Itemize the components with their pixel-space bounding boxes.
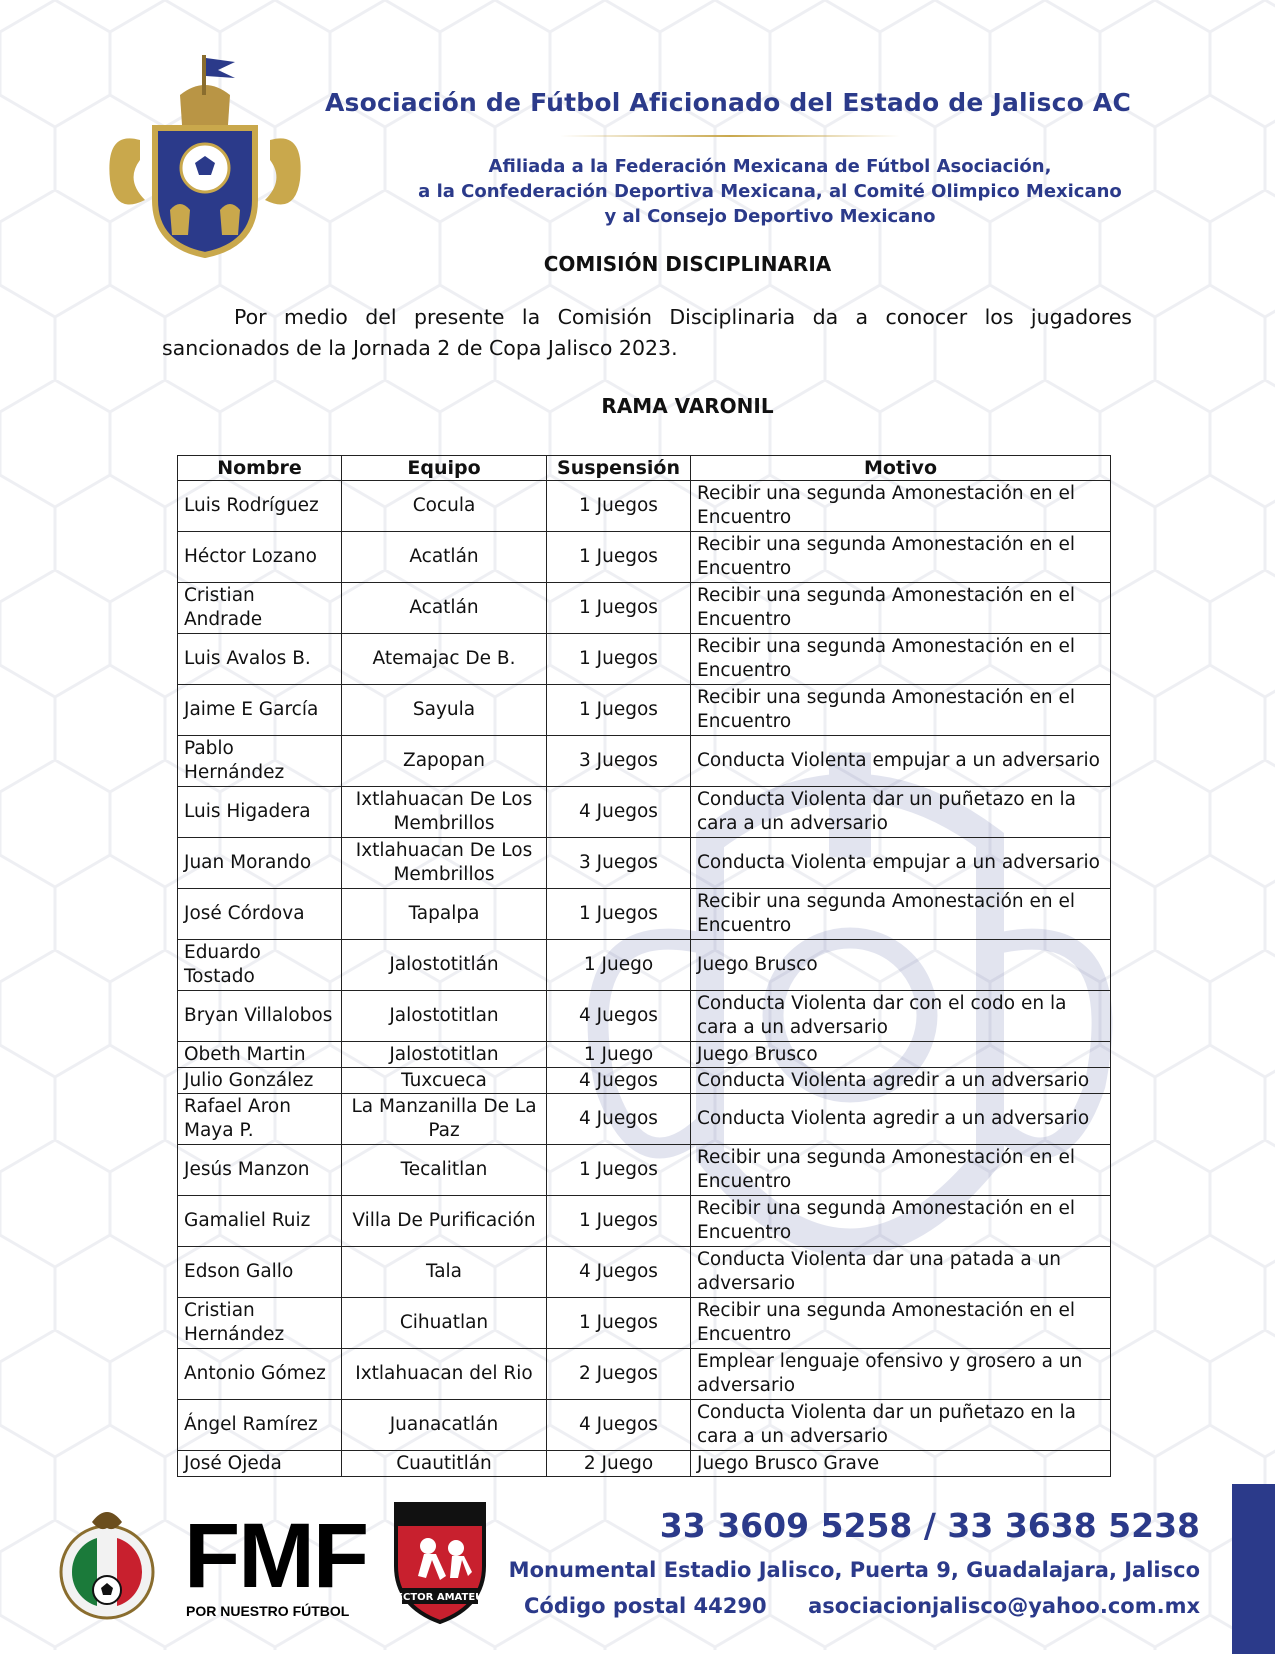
- cell-equipo: Cuautitlán: [342, 1451, 547, 1477]
- footer-accent-bar: [1232, 1484, 1275, 1654]
- cell-nombre: Edson Gallo: [178, 1247, 342, 1298]
- sanctions-table: [177, 455, 1111, 1477]
- cell-motivo: Conducta Violenta empujar a un adversario: [691, 838, 1111, 889]
- table-row: [178, 1068, 1111, 1094]
- cell-suspension: 1 Juegos: [547, 481, 691, 532]
- table-row: [178, 1094, 1111, 1145]
- table-row: [178, 1349, 1111, 1400]
- cell-nombre: Cristian Andrade: [178, 583, 342, 634]
- cell-motivo: Recibir una segunda Amonestación en el Encuentro: [691, 481, 1111, 532]
- header-equipo: Equipo: [342, 456, 547, 481]
- cell-motivo: Conducta Violenta agredir a un adversario: [691, 1094, 1111, 1145]
- table-row: [178, 736, 1111, 787]
- cell-equipo: La Manzanilla De La Paz: [342, 1094, 547, 1145]
- table-row: [178, 1145, 1111, 1196]
- cell-suspension: 4 Juegos: [547, 1068, 691, 1094]
- cell-suspension: 1 Juego: [547, 940, 691, 991]
- table-row: [178, 838, 1111, 889]
- cell-motivo: Recibir una segunda Amonestación en el Encuentro: [691, 1145, 1111, 1196]
- cell-motivo: Juego Brusco: [691, 1042, 1111, 1068]
- cell-equipo: Ixtlahuacan De Los Membrillos: [342, 787, 547, 838]
- cell-equipo: Ixtlahuacan De Los Membrillos: [342, 838, 547, 889]
- cell-motivo: Juego Brusco: [691, 940, 1111, 991]
- cell-motivo: Conducta Violenta agredir a un adversario: [691, 1068, 1111, 1094]
- cell-motivo: Juego Brusco Grave: [691, 1451, 1111, 1477]
- sector-amateur-logo-icon: [388, 1496, 492, 1626]
- cell-equipo: Atemajac De B.: [342, 634, 547, 685]
- cell-suspension: 1 Juegos: [547, 1196, 691, 1247]
- cell-suspension: 4 Juegos: [547, 1247, 691, 1298]
- cell-motivo: Recibir una segunda Amonestación en el Encuentro: [691, 685, 1111, 736]
- fmf-logo: FMF: [184, 1505, 368, 1607]
- cell-suspension: 1 Juego: [547, 1042, 691, 1068]
- cell-motivo: Conducta Violenta dar un puñetazo en la cara a un adversario: [691, 787, 1111, 838]
- cell-suspension: 3 Juegos: [547, 838, 691, 889]
- cell-nombre: Luis Rodríguez: [178, 481, 342, 532]
- cell-equipo: Cocula: [342, 481, 547, 532]
- table-row: [178, 583, 1111, 634]
- table-row: [178, 481, 1111, 532]
- cell-suspension: 4 Juegos: [547, 991, 691, 1042]
- cell-nombre: Jesús Manzon: [178, 1145, 342, 1196]
- header-nombre: Nombre: [178, 456, 342, 481]
- table-header-row: [178, 456, 1111, 481]
- cell-nombre: Jaime E García: [178, 685, 342, 736]
- cell-suspension: 1 Juegos: [547, 685, 691, 736]
- cell-motivo: Recibir una segunda Amonestación en el Encuentro: [691, 1196, 1111, 1247]
- affiliation-line-3: y al Consejo Deportivo Mexicano: [604, 206, 936, 227]
- footer: [0, 1490, 1275, 1650]
- cell-equipo: Sayula: [342, 685, 547, 736]
- organization-name: Asociación de Fútbol Aficionado del Estado de Jalisco AC: [325, 88, 1132, 117]
- header-motivo: Motivo: [691, 456, 1111, 481]
- cell-motivo: Emplear lenguaje ofensivo y grosero a un adversario: [691, 1349, 1111, 1400]
- cell-motivo: Recibir una segunda Amonestación en el Encuentro: [691, 634, 1111, 685]
- table-row: [178, 1247, 1111, 1298]
- cell-equipo: Villa De Purificación: [342, 1196, 547, 1247]
- cell-suspension: 1 Juegos: [547, 1298, 691, 1349]
- table-row: [178, 685, 1111, 736]
- cell-nombre: José Córdova: [178, 889, 342, 940]
- cell-nombre: Cristian Hernández: [178, 1298, 342, 1349]
- cell-equipo: Cihuatlan: [342, 1298, 547, 1349]
- mexico-national-team-crest-icon: [52, 1502, 162, 1622]
- cell-nombre: Bryan Villalobos: [178, 991, 342, 1042]
- table-row: [178, 634, 1111, 685]
- table-row: [178, 1298, 1111, 1349]
- cell-nombre: José Ojeda: [178, 1451, 342, 1477]
- cell-equipo: Acatlán: [342, 532, 547, 583]
- header-divider: [560, 135, 900, 137]
- header-suspension: Suspensión: [547, 456, 691, 481]
- cell-nombre: Eduardo Tostado: [178, 940, 342, 991]
- cell-nombre: Luis Avalos B.: [178, 634, 342, 685]
- cell-nombre: Julio González: [178, 1068, 342, 1094]
- table-row: [178, 991, 1111, 1042]
- cell-motivo: Recibir una segunda Amonestación en el Encuentro: [691, 583, 1111, 634]
- cell-equipo: Tecalitlan: [342, 1145, 547, 1196]
- address: Monumental Estadio Jalisco, Puerta 9, Guadalajara, Jalisco: [508, 1558, 1200, 1582]
- cell-equipo: Tala: [342, 1247, 547, 1298]
- cell-equipo: Ixtlahuacan del Rio: [342, 1349, 547, 1400]
- cell-suspension: 4 Juegos: [547, 1400, 691, 1451]
- cell-motivo: Recibir una segunda Amonestación en el Encuentro: [691, 1298, 1111, 1349]
- cell-equipo: Juanacatlán: [342, 1400, 547, 1451]
- association-crest-icon: [100, 50, 310, 260]
- affiliation-line-2: a la Confederación Deportiva Mexicana, al Comité Olimpico Mexicano: [418, 181, 1122, 202]
- email-address: asociacionjalisco@yahoo.com.mx: [808, 1594, 1200, 1618]
- cell-equipo: Tapalpa: [342, 889, 547, 940]
- cell-suspension: 4 Juegos: [547, 1094, 691, 1145]
- cell-equipo: Tuxcueca: [342, 1068, 547, 1094]
- cell-nombre: Gamaliel Ruiz: [178, 1196, 342, 1247]
- cell-suspension: 1 Juegos: [547, 532, 691, 583]
- cell-motivo: Conducta Violenta dar un puñetazo en la cara a un adversario: [691, 1400, 1111, 1451]
- cell-suspension: 1 Juegos: [547, 889, 691, 940]
- table-row: [178, 1042, 1111, 1068]
- intro-paragraph: Por medio del presente la Comisión Disciplinaria da a conocer los jugadores sancionados de la Jornada 2 de Copa Jalisco 2023.: [162, 305, 1132, 360]
- cell-suspension: 2 Juego: [547, 1451, 691, 1477]
- cell-nombre: Luis Higadera: [178, 787, 342, 838]
- cell-nombre: Ángel Ramírez: [178, 1400, 342, 1451]
- cell-nombre: Obeth Martin: [178, 1042, 342, 1068]
- cell-nombre: Héctor Lozano: [178, 532, 342, 583]
- cell-nombre: Pablo Hernández: [178, 736, 342, 787]
- fmf-tagline: POR NUESTRO FÚTBOL: [186, 1603, 350, 1619]
- cell-equipo: Jalostotitlán: [342, 940, 547, 991]
- letterhead: [0, 0, 1275, 250]
- table-row: [178, 940, 1111, 991]
- cell-equipo: Jalostotitlan: [342, 1042, 547, 1068]
- cell-equipo: Acatlán: [342, 583, 547, 634]
- cell-nombre: Juan Morando: [178, 838, 342, 889]
- cell-motivo: Conducta Violenta dar con el codo en la cara a un adversario: [691, 991, 1111, 1042]
- cell-equipo: Zapopan: [342, 736, 547, 787]
- table-row: [178, 787, 1111, 838]
- cell-motivo: Recibir una segunda Amonestación en el Encuentro: [691, 532, 1111, 583]
- cell-motivo: Recibir una segunda Amonestación en el Encuentro: [691, 889, 1111, 940]
- table-row: [178, 532, 1111, 583]
- table-row: [178, 1196, 1111, 1247]
- amateur-logo-text: SECTOR AMATEUR: [388, 1592, 492, 1603]
- cell-nombre: Rafael Aron Maya P.: [178, 1094, 342, 1145]
- cell-motivo: Conducta Violenta empujar a un adversario: [691, 736, 1111, 787]
- branch-heading: RAMA VARONIL: [601, 394, 774, 418]
- cell-suspension: 1 Juegos: [547, 1145, 691, 1196]
- cell-nombre: Antonio Gómez: [178, 1349, 342, 1400]
- cell-motivo: Conducta Violenta dar una patada a un adversario: [691, 1247, 1111, 1298]
- table-row: [178, 1451, 1111, 1477]
- cell-equipo: Jalostotitlan: [342, 991, 547, 1042]
- phone-numbers: 33 3609 5258 / 33 3638 5238: [659, 1506, 1200, 1545]
- cell-suspension: 4 Juegos: [547, 787, 691, 838]
- table-row: [178, 1400, 1111, 1451]
- cell-suspension: 1 Juegos: [547, 583, 691, 634]
- affiliation-line-1: Afiliada a la Federación Mexicana de Fútbol Asociación,: [488, 156, 1052, 177]
- cell-suspension: 2 Juegos: [547, 1349, 691, 1400]
- cell-suspension: 3 Juegos: [547, 736, 691, 787]
- postal-code: Código postal 44290: [524, 1594, 767, 1618]
- document-title: COMISIÓN DISCIPLINARIA: [543, 252, 832, 276]
- cell-suspension: 1 Juegos: [547, 634, 691, 685]
- table-row: [178, 889, 1111, 940]
